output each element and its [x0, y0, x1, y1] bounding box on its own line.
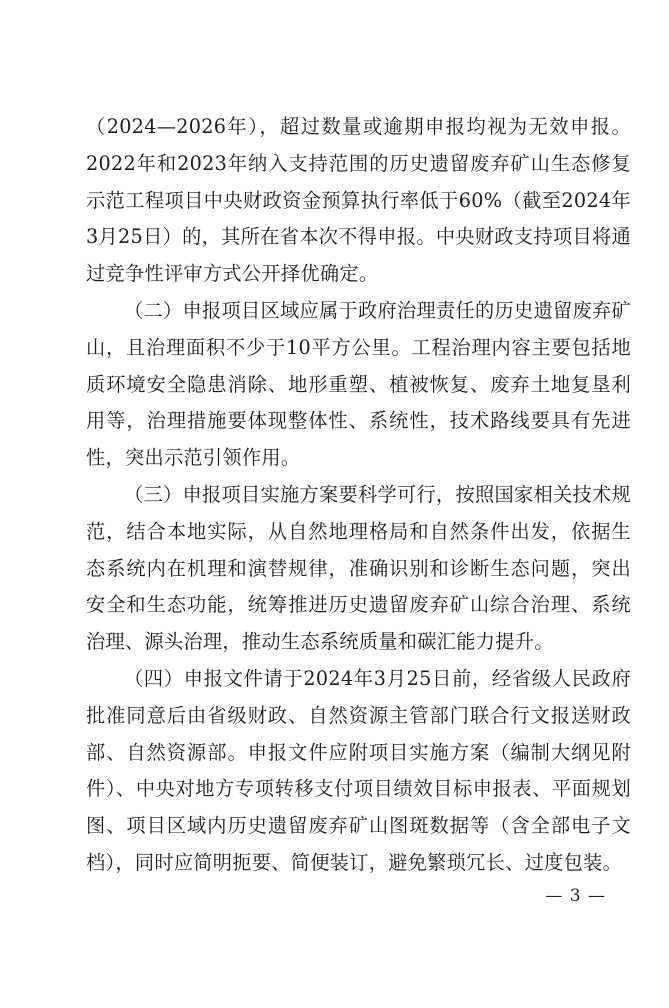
document-body: [86, 109, 631, 882]
paragraph-item-2: （二）申报项目区域应属于政府治理责任的历史遗留废弃矿山，且治理面积不少于10平方公里。工程治理内容主要包括地质环境安全隐患消除、地形重塑、植被恢复、废弃土地复垦利用等，治理措施要体现整体性、系统性，技术路线要具有先进性，突出示范引领作用。: [86, 298, 631, 470]
page-number: — 3 —: [545, 886, 606, 906]
paragraph-item-3: （三）申报项目实施方案要科学可行，按照国家相关技术规范，结合本地实际，从自然地理格局和自然条件出发，依据生态系统内在机理和演替规律，准确识别和诊断生态问题，突出安全和生态功能，统筹推进历史遗留废弃矿山综合治理、系统治理、源头治理，推动生态系统质量和碳汇能力提升。: [86, 482, 631, 654]
paragraph-item-4: （四）申报文件请于2024年3月25日前，经省级人民政府批准同意后由省级财政、自然资源主管部门联合行文报送财政部、自然资源部。申报文件应附项目实施方案（编制大纲见附件）、中央对地方专项转移支付项目绩效目标申报表、平面规划图、项目区域内历史遗留废弃矿山图斑数据等（含全部电子文档），同时应简明扼要、简便装订，避免繁琐冗长、过度包装。: [86, 666, 631, 874]
paragraph-continuation: （2024—2026年），超过数量或逾期申报均视为无效申报。2022年和2023年纳入支持范围的历史遗留废弃矿山生态修复示范工程项目中央财政资金预算执行率低于60%（截至2024年3月25日）的，其所在省本次不得申报。中央财政支持项目将通过竞争性评审方式公开择优确定。: [86, 115, 631, 286]
